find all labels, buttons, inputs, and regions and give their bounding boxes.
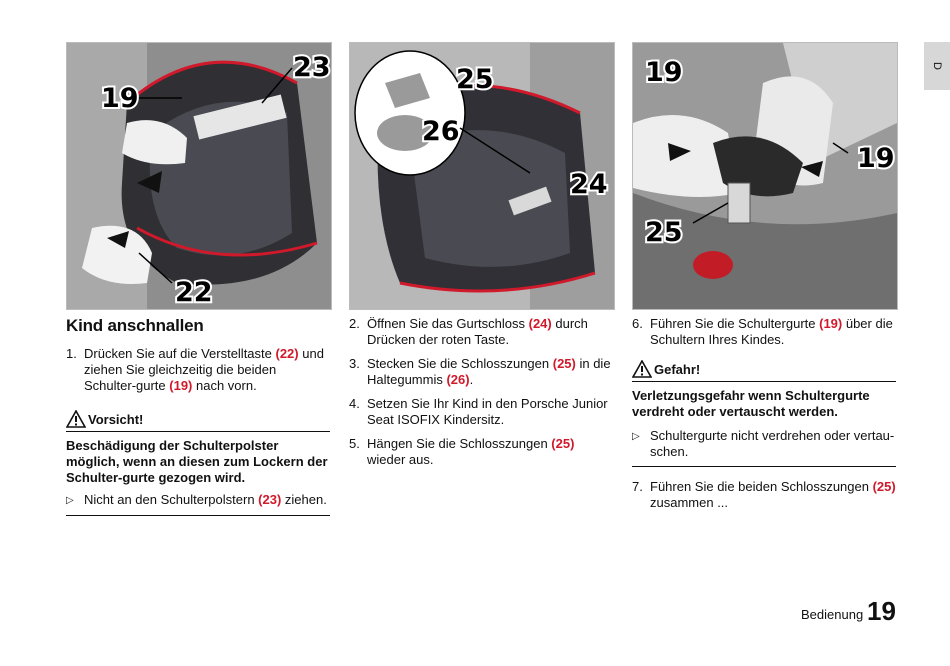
column-1 — [66, 318, 330, 516]
photo-child-seat-adjust-illustration — [67, 43, 331, 309]
step-text-part: Stecken Sie die Schlosszungen — [367, 356, 553, 371]
ref-25: (25) — [872, 479, 896, 494]
danger-instruction — [632, 428, 896, 460]
step-text-part: Führen Sie die Schultergurte — [650, 316, 820, 331]
danger-title: Gefahr! — [654, 362, 701, 377]
step-text-part: über die Schultern Ihres Kindes. — [650, 316, 893, 347]
divider — [632, 466, 896, 467]
callout-24: 24 — [570, 169, 608, 200]
caution-header — [66, 410, 330, 432]
step-text-part: Führen Sie die beiden Schlosszungen — [650, 479, 873, 494]
step-2 — [349, 316, 613, 348]
step-text — [367, 316, 613, 348]
divider — [66, 515, 330, 516]
photo-buckle-open-illustration — [350, 43, 614, 309]
warning-triangle-icon — [66, 410, 86, 428]
photo-shoulder-belts — [632, 42, 898, 310]
step-6 — [632, 316, 896, 348]
callout-26: 26 — [422, 116, 460, 147]
bullet-triangle-icon: ▷ — [66, 495, 74, 506]
callout-19-left: 19 — [645, 57, 683, 88]
danger-instruction-text: Schultergurte nicht verdrehen oder vertau-schen. — [650, 428, 895, 459]
ref-19: (19) — [819, 316, 843, 331]
callout-19: 19 — [101, 83, 139, 114]
column-3 — [632, 316, 896, 519]
step-text-part: zusammen ... — [650, 495, 729, 510]
step-3 — [349, 356, 613, 388]
callout-19-right: 19 — [857, 143, 895, 174]
photo-shoulder-belts-illustration — [633, 43, 897, 309]
caution-instruction-text — [84, 492, 327, 509]
ref-25: (25) — [551, 436, 575, 451]
step-text-part: und ziehen Sie gleichzeitig die beiden Schulter-gurte — [84, 346, 324, 393]
instruction-text-part: ziehen. — [281, 492, 327, 507]
section-heading: Kind anschnallen — [66, 316, 204, 335]
callout-23: 23 — [293, 52, 331, 83]
step-text-part: . — [469, 372, 474, 387]
step-text-part: durch Drücken der roten Taste. — [367, 316, 588, 347]
callout-22: 22 — [175, 277, 213, 308]
page-number: 19 — [867, 596, 896, 626]
ref-22: (22) — [275, 346, 299, 361]
section-tab — [924, 42, 950, 90]
step-text-part: wieder aus. — [367, 452, 434, 467]
column-2 — [349, 316, 613, 476]
step-4 — [349, 396, 613, 428]
ref-26: (26) — [446, 372, 470, 387]
photo-child-seat-adjust — [66, 42, 332, 310]
bullet-triangle-icon: ▷ — [632, 431, 640, 442]
step-number: 5. — [349, 436, 360, 451]
danger-header — [632, 360, 896, 382]
step-number: 2. — [349, 316, 360, 331]
step-text — [367, 356, 613, 388]
step-text-part: Hängen Sie die Schlosszungen — [367, 436, 552, 451]
section-tab-label: D — [930, 62, 943, 70]
photo-buckle-open — [349, 42, 615, 310]
warning-triangle-icon — [632, 360, 652, 378]
caution-title: Vorsicht! — [88, 412, 144, 427]
step-text — [650, 316, 896, 348]
ref-19: (19) — [169, 378, 193, 393]
instruction-text-part: Nicht an den Schulterpolstern — [84, 492, 259, 507]
step-text-part: in die Haltegummis — [367, 356, 611, 387]
callout-25: 25 — [645, 217, 683, 248]
step-text — [650, 479, 896, 511]
ref-23: (23) — [258, 492, 282, 507]
step-7 — [632, 479, 896, 511]
ref-25: (25) — [552, 356, 576, 371]
callout-25: 25 — [456, 64, 494, 95]
step-text-part: Öffnen Sie das Gurtschloss — [367, 316, 529, 331]
step-number: 6. — [632, 316, 643, 331]
footer-section-label: Bedienung — [801, 607, 864, 622]
step-text-part: Drücken Sie auf die Verstelltaste — [84, 346, 276, 361]
step-number: 4. — [349, 396, 360, 411]
step-1 — [66, 346, 330, 394]
step-5 — [349, 436, 613, 468]
caution-body: Beschädigung der Schulterpolster möglich, wenn an diesen zum Lockern der Schulter-gurte gezogen wird. — [66, 438, 328, 485]
ref-24: (24) — [528, 316, 552, 331]
step-text: Setzen Sie Ihr Kind in den Porsche Junior Seat ISOFIX Kindersitz. — [367, 396, 608, 427]
step-text — [367, 436, 613, 468]
step-number: 7. — [632, 479, 643, 494]
step-number: 1. — [66, 346, 77, 361]
step-text-part: nach vorn. — [192, 378, 257, 393]
step-number: 3. — [349, 356, 360, 371]
step-text — [84, 346, 330, 394]
caution-instruction — [66, 492, 330, 509]
danger-body: Verletzungsgefahr wenn Schultergurte verdreht oder vertauscht werden. — [632, 388, 870, 419]
